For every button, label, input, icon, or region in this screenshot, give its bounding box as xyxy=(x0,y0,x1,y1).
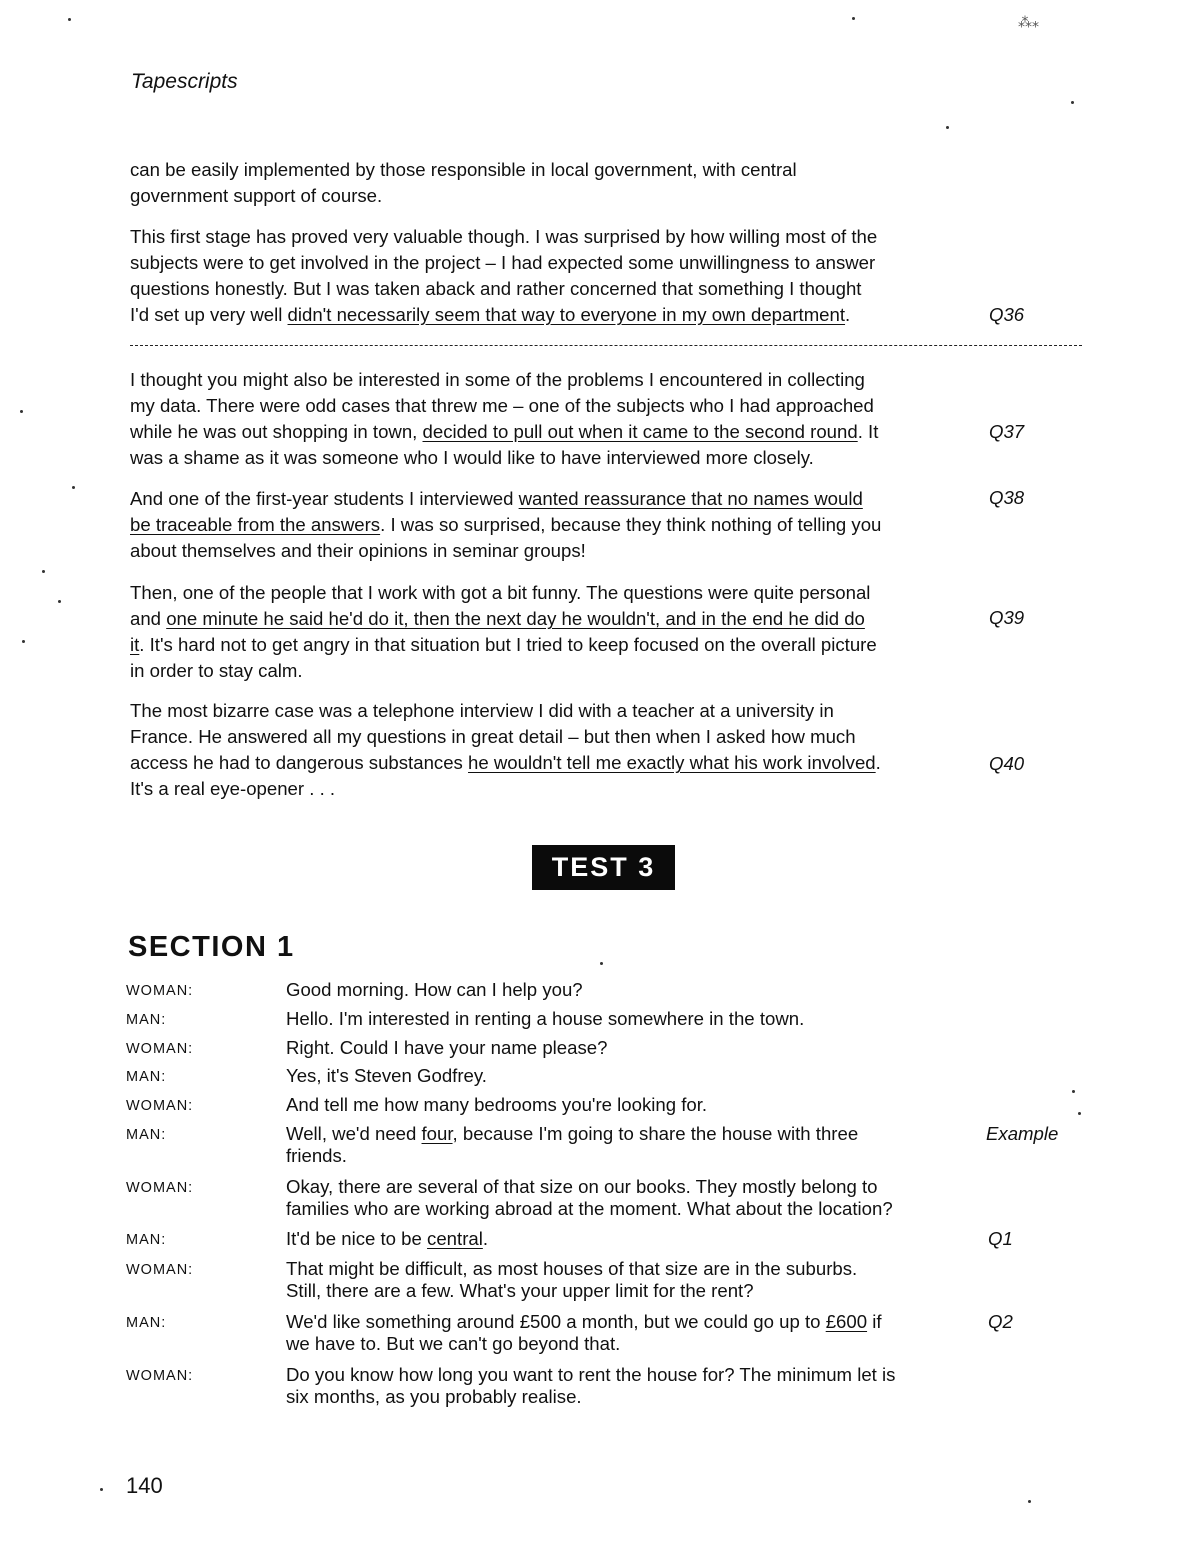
paragraph-continuation xyxy=(130,157,980,209)
text-line: six months, as you probably realise. xyxy=(286,1386,582,1407)
text-line xyxy=(286,1311,986,1333)
speaker-label: MAN: xyxy=(126,1069,167,1085)
text-line: Yes, it's Steven Godfrey. xyxy=(286,1065,487,1086)
text-line: France. He answered all my questions in great detail – but then when I asked how much xyxy=(130,726,856,747)
scan-speck xyxy=(1072,1090,1075,1093)
scan-mark: ⁂⁎ xyxy=(1018,14,1039,30)
plain-text: . xyxy=(482,1228,489,1249)
scan-speck xyxy=(852,17,855,20)
text-line xyxy=(286,1228,986,1250)
paragraph-q37 xyxy=(130,367,980,471)
scan-speck xyxy=(42,570,45,573)
question-marker-q2: Q2 xyxy=(988,1311,1013,1332)
speaker-label: WOMAN: xyxy=(126,1180,194,1196)
answer-underline: wanted reassurance that no names would xyxy=(518,488,863,509)
text-line: families who are working abroad at the moment. What about the location? xyxy=(286,1198,893,1219)
question-marker-q1: Q1 xyxy=(988,1228,1013,1249)
text-line: Hello. I'm interested in renting a house somewhere in the town. xyxy=(286,1008,805,1029)
plain-text: if xyxy=(867,1311,882,1332)
text-line: Do you know how long you want to rent the house for? The minimum let is xyxy=(286,1364,896,1385)
utterance xyxy=(286,979,986,1001)
text-line: The most bizarre case was a telephone interview I did with a teacher at a university in xyxy=(130,700,834,721)
plain-text: And one of the first-year students I interviewed xyxy=(130,488,519,509)
text-line: questions honestly. But I was taken aback and rather concerned that something I thought xyxy=(130,278,862,299)
plain-text: , because I'm going to share the house with three xyxy=(452,1123,859,1144)
speaker-label: WOMAN: xyxy=(126,1368,194,1384)
utterance xyxy=(286,1228,986,1250)
utterance xyxy=(286,1258,986,1302)
utterance xyxy=(286,1037,986,1059)
speaker-label: WOMAN: xyxy=(126,983,194,999)
answer-underline: he wouldn't tell me exactly what his work involved xyxy=(468,752,876,773)
speaker-label: MAN: xyxy=(126,1127,167,1143)
text-line xyxy=(130,486,980,512)
plain-text: I'd set up very well xyxy=(130,304,288,325)
text-line: was a shame as it was someone who I would like to have interviewed more closely. xyxy=(130,447,814,468)
speaker-label: WOMAN: xyxy=(126,1098,194,1114)
text-line: about themselves and their opinions in seminar groups! xyxy=(130,540,586,561)
scan-speck xyxy=(946,126,949,129)
plain-text: Well, we'd need xyxy=(286,1123,422,1144)
plain-text: We'd like something around £500 a month, but we could go up to xyxy=(286,1311,826,1332)
text-line: in order to stay calm. xyxy=(130,660,303,681)
text-line: friends. xyxy=(286,1145,347,1166)
text-line xyxy=(130,750,980,776)
plain-text: while he was out shopping in town, xyxy=(130,421,423,442)
paragraph-q39 xyxy=(130,580,980,684)
utterance xyxy=(286,1008,986,1030)
text-line xyxy=(130,606,980,632)
text-line: Right. Could I have your name please? xyxy=(286,1037,608,1058)
utterance xyxy=(286,1364,986,1408)
text-line xyxy=(286,1123,986,1145)
paragraph-q40 xyxy=(130,698,980,802)
text-line xyxy=(130,302,980,328)
paragraph-q36 xyxy=(130,224,980,328)
scan-speck xyxy=(20,410,23,413)
plain-text: It'd be nice to be xyxy=(286,1228,428,1249)
text-line: Okay, there are several of that size on our books. They mostly belong to xyxy=(286,1176,878,1197)
scan-speck xyxy=(100,1488,103,1491)
utterance xyxy=(286,1123,986,1167)
text-line: And tell me how many bedrooms you're looking for. xyxy=(286,1094,708,1115)
section-heading: SECTION 1 xyxy=(128,931,295,963)
text-line: That might be difficult, as most houses of that size are in the suburbs. xyxy=(286,1258,858,1279)
scan-speck xyxy=(68,18,71,21)
utterance xyxy=(286,1094,986,1116)
scan-speck xyxy=(72,486,75,489)
question-marker-example: Example xyxy=(986,1123,1059,1144)
answer-underline: it xyxy=(130,634,140,655)
utterance xyxy=(286,1065,986,1087)
plain-text: and xyxy=(130,608,167,629)
text-line: my data. There were odd cases that threw me – one of the subjects who I had approached xyxy=(130,395,874,416)
speaker-label: MAN: xyxy=(126,1315,167,1331)
answer-underline: £600 xyxy=(825,1311,868,1332)
plain-text: access he had to dangerous substances xyxy=(130,752,469,773)
text-line: subjects were to get involved in the project – I had expected some unwillingness to answer xyxy=(130,252,876,273)
text-line xyxy=(130,632,980,658)
scan-speck xyxy=(1071,101,1074,104)
question-marker-q39: Q39 xyxy=(989,607,1025,628)
plain-text: . xyxy=(875,752,881,773)
page-number: 140 xyxy=(126,1473,163,1498)
text-line: Good morning. How can I help you? xyxy=(286,979,583,1000)
section-divider xyxy=(130,345,1082,346)
test-heading: TEST 3 xyxy=(532,845,675,890)
scan-speck xyxy=(600,962,603,965)
text-line: I thought you might also be interested in some of the problems I encountered in collecting xyxy=(130,369,865,390)
answer-underline: central xyxy=(427,1228,483,1249)
answer-underline: one minute he said he'd do it, then the next day he wouldn't, and in the end he did do xyxy=(166,608,865,629)
running-header: Tapescripts xyxy=(131,70,238,93)
plain-text: . I was so surprised, because they think nothing of telling you xyxy=(380,514,882,535)
speaker-label: MAN: xyxy=(126,1232,167,1248)
text-line: It's a real eye-opener . . . xyxy=(130,778,336,799)
question-marker-q37: Q37 xyxy=(989,421,1025,442)
scan-speck xyxy=(1078,1112,1081,1115)
plain-text: . It xyxy=(857,421,879,442)
question-marker-q40: Q40 xyxy=(989,753,1025,774)
question-marker-q38: Q38 xyxy=(989,487,1025,508)
utterance xyxy=(286,1176,986,1220)
question-marker-q36: Q36 xyxy=(989,304,1025,325)
speaker-label: WOMAN: xyxy=(126,1262,194,1278)
answer-underline: didn't necessarily seem that way to everyone in my own department xyxy=(287,304,846,325)
text-line: we have to. But we can't go beyond that. xyxy=(286,1333,621,1354)
text-line: Still, there are a few. What's your upper limit for the rent? xyxy=(286,1280,754,1301)
text-line: can be easily implemented by those responsible in local government, with central xyxy=(130,159,797,180)
scan-speck xyxy=(22,640,25,643)
utterance xyxy=(286,1311,986,1355)
text-line xyxy=(130,419,980,445)
answer-underline: four xyxy=(421,1123,453,1144)
text-line: government support of course. xyxy=(130,185,383,206)
scan-speck xyxy=(1028,1500,1031,1503)
plain-text: . xyxy=(845,304,851,325)
speaker-label: MAN: xyxy=(126,1012,167,1028)
text-line xyxy=(130,512,980,538)
text-line: This first stage has proved very valuable though. I was surprised by how willing most of the xyxy=(130,226,878,247)
answer-underline: be traceable from the answers xyxy=(130,514,381,535)
answer-underline: decided to pull out when it came to the second round xyxy=(422,421,858,442)
speaker-label: WOMAN: xyxy=(126,1041,194,1057)
scan-speck xyxy=(58,600,61,603)
text-line: Then, one of the people that I work with got a bit funny. The questions were quite personal xyxy=(130,582,871,603)
plain-text: . It's hard not to get angry in that situation but I tried to keep focused on the overall picture xyxy=(139,634,877,655)
paragraph-q38 xyxy=(130,486,980,564)
